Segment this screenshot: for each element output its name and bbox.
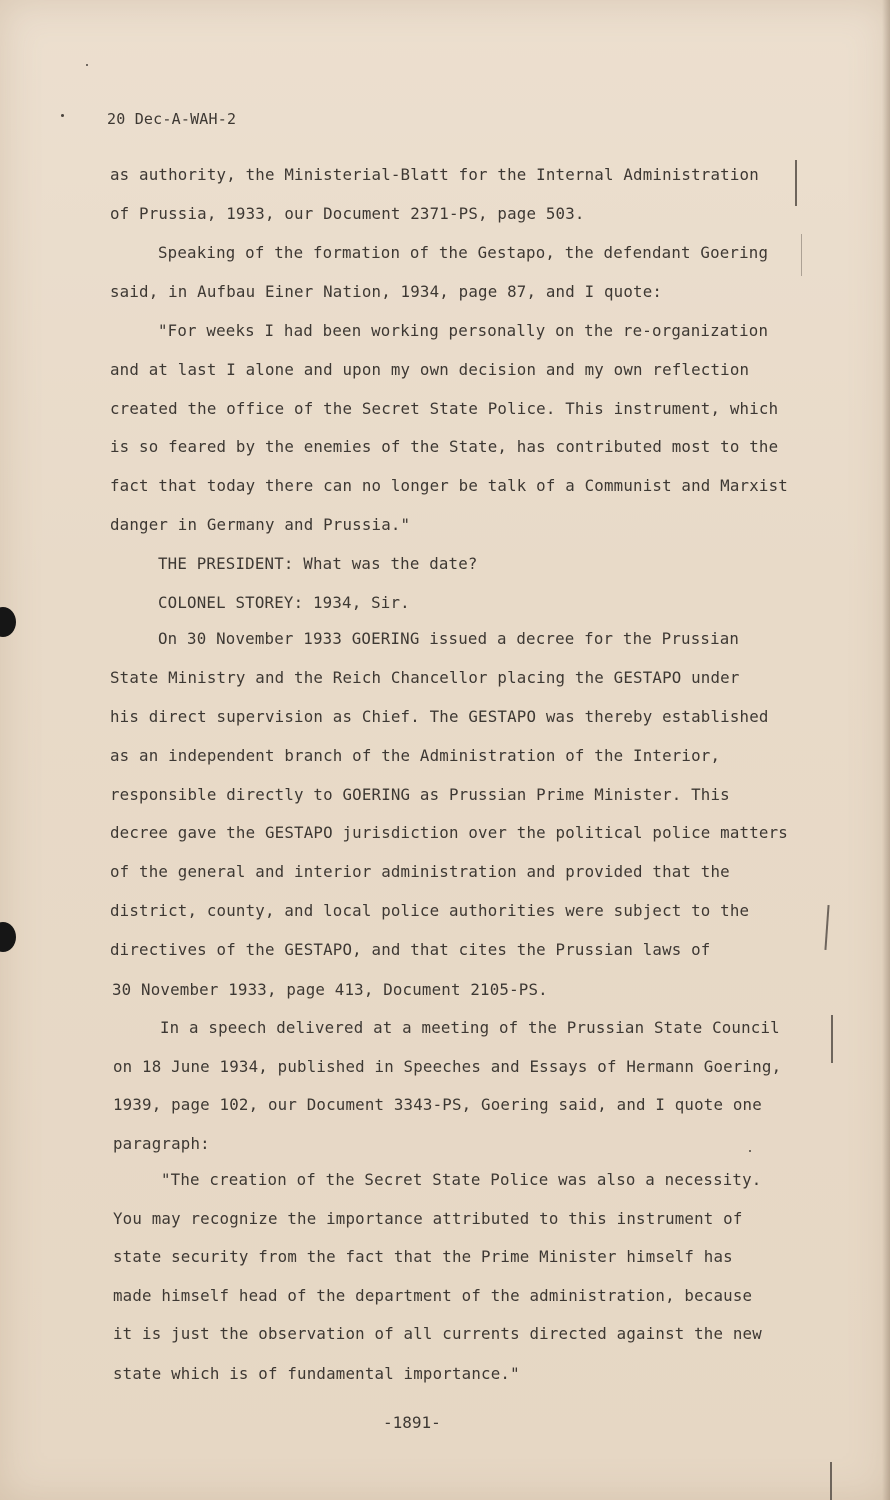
ink-speck (749, 1150, 751, 1152)
quote-line: "The creation of the Secret State Police was also a necessity. (161, 1170, 762, 1189)
text-line: On 30 November 1933 GOERING issued a decree for the Prussian (158, 629, 740, 648)
text-line: 1939, page 102, our Document 3343-PS, Goering said, and I quote one (113, 1095, 762, 1114)
text-line: In a speech delivered at a meeting of the Prussian State Council (160, 1018, 780, 1037)
document-reference: 20 Dec-A-WAH-2 (107, 110, 237, 128)
dialogue-line: COLONEL STOREY: 1934, Sir. (158, 593, 410, 612)
quote-line: You may recognize the importance attributed to this instrument of (113, 1209, 743, 1228)
quote-line: state security from the fact that the Prime Minister himself has (113, 1247, 733, 1266)
text-line: as an independent branch of the Administration of the Interior, (110, 746, 721, 765)
text-line: directives of the GESTAPO, and that cites the Prussian laws of (110, 940, 711, 959)
text-line: of Prussia, 1933, our Document 2371-PS, page 503. (110, 204, 585, 223)
text-line: paragraph: (113, 1134, 210, 1153)
quote-line: it is just the observation of all currents directed against the new (113, 1324, 762, 1343)
text-line: State Ministry and the Reich Chancellor placing the GESTAPO under (110, 668, 740, 687)
dialogue-line: THE PRESIDENT: What was the date? (158, 554, 478, 573)
text-line: as authority, the Ministerial-Blatt for the Internal Administration (110, 165, 759, 184)
quote-line: is so feared by the enemies of the State, has contributed most to the (110, 437, 779, 456)
text-line: said, in Aufbau Einer Nation, 1934, page 87, and I quote: (110, 282, 663, 301)
quote-line: fact that today there can no longer be talk of a Communist and Marxist (110, 476, 788, 495)
text-line: his direct supervision as Chief. The GESTAPO was thereby established (110, 707, 769, 726)
ink-speck (61, 114, 64, 117)
margin-mark (831, 1015, 833, 1063)
quote-line: and at last I alone and upon my own decision and my own reflection (110, 360, 750, 379)
margin-mark (801, 234, 802, 276)
text-line: district, county, and local police authorities were subject to the (110, 901, 750, 920)
margin-mark (824, 905, 829, 950)
text-line: on 18 June 1934, published in Speeches and Essays of Hermann Goering, (113, 1057, 782, 1076)
quote-line: created the office of the Secret State Police. This instrument, which (110, 399, 779, 418)
margin-mark (795, 160, 797, 206)
text-line: Speaking of the formation of the Gestapo, the defendant Goering (158, 243, 769, 262)
punch-hole (0, 607, 16, 637)
margin-mark (830, 1462, 832, 1500)
quote-line: state which is of fundamental importance." (113, 1364, 520, 1383)
text-line: of the general and interior administration and provided that the (110, 862, 730, 881)
text-line: decree gave the GESTAPO jurisdiction over the political police matters (110, 823, 788, 842)
quote-line: "For weeks I had been working personally on the re-organization (158, 321, 769, 340)
page-number: -1891- (383, 1413, 441, 1432)
quote-line: made himself head of the department of the administration, because (113, 1286, 753, 1305)
text-line: 30 November 1933, page 413, Document 2105-PS. (112, 980, 548, 999)
text-line: responsible directly to GOERING as Prussian Prime Minister. This (110, 785, 730, 804)
punch-hole (0, 922, 16, 952)
ink-speck (86, 64, 88, 66)
quote-line: danger in Germany and Prussia." (110, 515, 411, 534)
